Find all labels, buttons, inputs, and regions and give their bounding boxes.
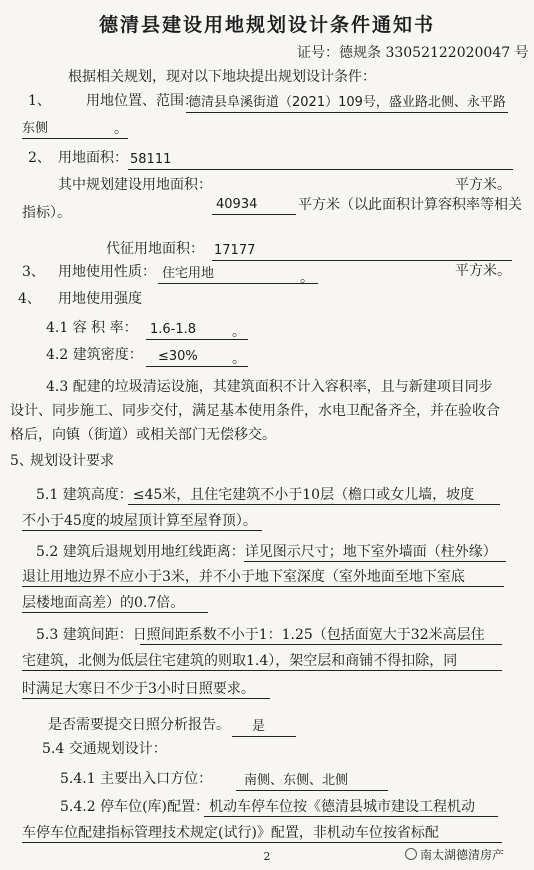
setback-line1: 5.2 建筑后退规划用地红线距离：详见图示尺寸；地下室外墙面（柱外缘） (36, 544, 497, 560)
main-entrance-underline (236, 790, 388, 791)
planned-area-label: 其中规划建设用地面积： (58, 177, 212, 193)
spacing-underline-3 (22, 698, 270, 699)
section-1-value-line1: 德清县阜溪街道（2021）109号，盛业路北侧、永平路 (188, 95, 506, 110)
sunlight-report-value: 是 (252, 719, 266, 734)
far-end: 。 (232, 324, 246, 340)
setback-underline-3 (22, 612, 208, 613)
setback-line3: 层楼地面高差）的0.7倍。 (22, 595, 185, 611)
garbage-facility-line2: 设计、同步施工、同步交付，满足基本使用条件，水电卫配备齐全，并在验收合 (10, 403, 500, 419)
section-3-number: 3、 (22, 264, 45, 280)
land-area-value: 58111 (130, 152, 172, 167)
wechat-account-icon (405, 848, 417, 860)
daizheng-area-unit: 平方米。 (455, 263, 511, 279)
land-use-value: 住宅用地 (162, 266, 215, 281)
document-title: 德清县建设用地规划设计条件通知书 (98, 14, 435, 36)
density-value: ≤30% (158, 349, 198, 364)
section-1-end: 。 (114, 121, 128, 137)
main-entrance-label: 5.4.1 主要出入口方位： (60, 771, 213, 787)
setback-underline-1 (244, 561, 506, 562)
far-value: 1.6-1.8 (150, 322, 197, 337)
parking-config-line1: 5.4.2 停车位(库)配置：机动车停车位按《德清县城市建设工程机动 (60, 799, 475, 815)
building-height-line2: 不小于45度的坡屋顶计算至屋脊顶）。 (22, 513, 257, 529)
sunlight-report-underline (232, 736, 296, 737)
building-height-line1: 5.1 建筑高度：≤45米，且住宅建筑不小于10层（檐口或女儿墙，坡度 (36, 487, 475, 503)
land-area-underline (128, 169, 513, 170)
density-label: 4.2 建筑密度： (46, 347, 143, 363)
section-2-label: 用地面积： (58, 150, 128, 166)
watermark-text: 南太湖德清房产 (420, 848, 505, 862)
setback-line2: 退让用地边界不应小于3米，并不小于地下室深度（室外地面至地下室底 (22, 569, 465, 585)
far-label: 4.1 容 积 率： (46, 320, 138, 336)
spacing-line3: 时满足大寒日不少于3小时日照要求。 (22, 681, 255, 697)
spacing-underline-2 (22, 670, 502, 671)
building-height-underline-1 (128, 504, 500, 505)
daizheng-area-label: 代征用地面积： (106, 241, 204, 257)
planned-area-unit-line2: 指标）。 (22, 205, 71, 221)
planned-area-underline (212, 214, 296, 215)
intro-text: 根据相关规划，现对以下地块提出规划设计条件： (68, 69, 376, 85)
building-height-underline-2 (22, 530, 262, 531)
parking-config-line2: 车停车位配建指标管理技术规定(试行)》配置，非机动车位按省标配 (22, 825, 439, 841)
section-5-number: 5、 (10, 453, 33, 469)
parking-config-underline-1 (204, 816, 498, 817)
cert-number-line (297, 44, 529, 62)
section-4-number: 4、 (18, 291, 41, 307)
section-1-underline-1 (186, 112, 508, 113)
section-5-label: 规划设计要求 (30, 453, 114, 469)
land-use-underline (158, 283, 318, 284)
land-area-unit: 平方米。 (455, 177, 511, 193)
garbage-facility-line1: 4.3 配建的垃圾清运设施，其建筑面积不计入容积率，且与新建项目同步 (46, 379, 493, 395)
section-3-label: 用地使用性质： (58, 264, 156, 280)
section-4-label: 用地使用强度 (58, 291, 142, 307)
daizheng-area-value: 17177 (214, 243, 256, 258)
spacing-line1: 5.3 建筑间距：日照间距系数不小于1：1.25（包括面宽大于32米高层住 (36, 627, 485, 643)
section-1-number: 1、 (28, 93, 51, 109)
section-1-underline-2 (22, 138, 128, 139)
density-end: 。 (232, 351, 246, 367)
main-entrance-value: 南侧、东侧、北侧 (244, 773, 349, 788)
spacing-line2: 宅建筑，北侧为低层住宅建筑的则取1.4），架空层和商铺不得扣除，同 (22, 653, 458, 669)
daizheng-area-underline (212, 260, 512, 261)
planned-area-value: 40934 (216, 197, 258, 212)
cert-number: 德规条 33052122020047 号 (339, 45, 529, 61)
sunlight-report-label: 是否需要提交日照分析报告。 (48, 717, 230, 733)
setback-underline-2 (22, 586, 504, 587)
garbage-facility-line3: 格后，向镇（街道）或相关部门无偿移交。 (10, 427, 276, 443)
traffic-design-label: 5.4 交通规划设计： (42, 741, 167, 757)
section-1-label: 用地位置、范围： (86, 93, 198, 109)
parking-config-underline-2 (22, 842, 502, 843)
section-2-number: 2、 (28, 150, 51, 166)
watermark (405, 846, 504, 863)
spacing-underline-1 (140, 644, 502, 645)
section-1-value-line2: 东侧 (22, 121, 49, 136)
land-use-end: 。 (300, 270, 314, 286)
planned-area-unit: 平方米（以此面积计算容积率等相关 (298, 197, 522, 213)
cert-label: 证号： (297, 45, 339, 61)
page-number: 2 (263, 850, 271, 863)
